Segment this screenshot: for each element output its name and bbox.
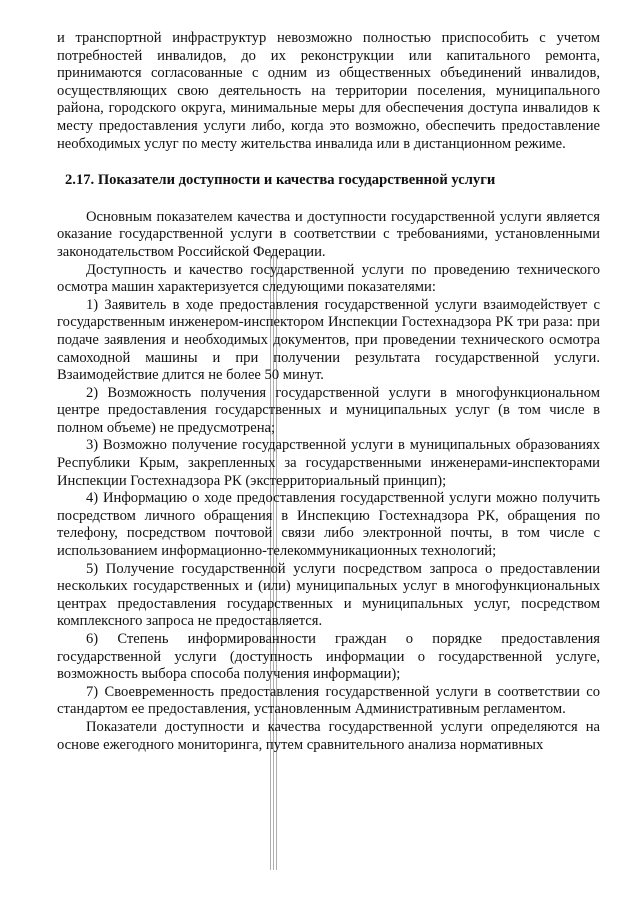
section-heading: 2.17. Показатели доступности и качества государственной услуги [65, 172, 496, 189]
paragraph-monitoring: Показатели доступности и качества государственной услуги определяются на основе ежегодного мониторинга, путем сравнительного анализа нормативных [57, 718, 600, 753]
list-item-4: 4) Информацию о ходе предоставления государственной услуги можно получить посредством личного обращения в Инспекцию Гостехнадзора РК, обращения по телефону, посредством почтовой связи либо электронной почты, в том числе с использованием информационно-телекоммуникационных технологий; [57, 490, 600, 560]
list-item-7: 7) Своевременность предоставления государственной услуги в соответствии со стандартом ее предоставления, установленным Административным регламентом. [57, 683, 600, 718]
paragraph-main-indicator: Основным показателем качества и доступности государственной услуги является оказание государственной услуги в соответствии с требованиями, установленными законодательством Российской Федерации. [57, 208, 600, 260]
intro-paragraph: и транспортной инфраструктур невозможно полностью приспособить с учетом потребностей инвалидов, до их реконструкции или капитального ремонта, принимаются согласованные с одним из общественных объединений инвалидов, осуществляющих свою деятельность на территории поселения, муниципального района, городского округа, минимальные меры для обеспечения доступа инвалидов к месту предоставления услуги либо, когда это возможно, обеспечить предоставление необходимых услуг по месту жительства инвалида или в дистанционном режиме. [57, 30, 600, 152]
list-item-3: 3) Возможно получение государственной услуги в муниципальных образованиях Республики Крым, закрепленных за государственными инженерами-инспекторами Инспекции Гостехнадзора РК (экстерриториальный принцип); [57, 437, 600, 489]
list-item-6: 6) Степень информированности граждан о порядке предоставления государственной услуги (доступность информации о государственной услуге, возможность выбора способа получения информации); [57, 631, 600, 683]
document-page [57, 30, 600, 754]
list-item-5: 5) Получение государственной услуги посредством запроса о предоставлении нескольких государственных и (или) муниципальных услуг в многофункциональных центрах предоставления государственных и муниципальных услуг, посредством комплексного запроса не предоставляется. [57, 560, 600, 630]
list-item-1: 1) Заявитель в ходе предоставления государственной услуги взаимодействует с государственным инженером-инспектором Инспекции Гостехнадзора РК три раза: при подаче заявления и необходимых документов, при проведении технического осмотра самоходной машины и при получении результата государственной услуги. Взаимодействие длится не более 50 минут. [57, 296, 600, 384]
list-item-2: 2) Возможность получения государственной услуги в многофункциональном центре предоставления государственных и муниципальных услуг (в том числе в полном объеме) не предусмотрена; [57, 384, 600, 436]
paragraph-indicators-intro: Доступность и качество государственной услуги по проведению технического осмотра машин характеризуется следующими показателями: [57, 261, 600, 296]
